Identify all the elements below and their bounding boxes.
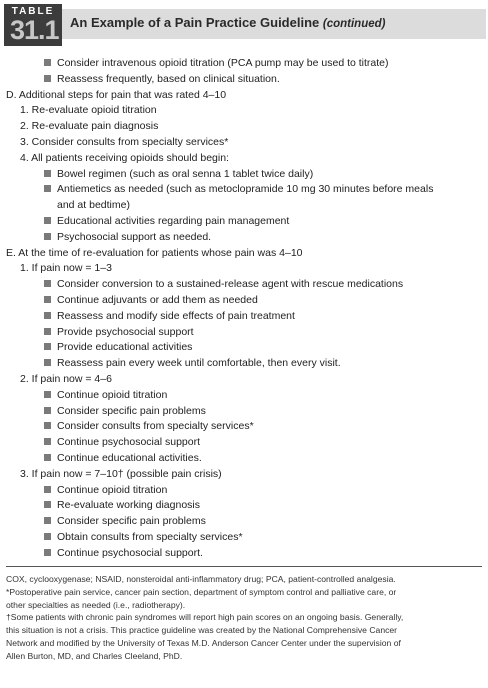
list-item: [44, 294, 258, 307]
line-text: Re-evaluate working diagnosis: [57, 499, 200, 512]
line-text: 1. Re-evaluate opioid titration: [20, 104, 157, 117]
line-text: D. Additional steps for pain that was rated 4–10: [6, 88, 227, 101]
line-text: Consider intravenous opioid titration (PCA pump may be used to titrate): [57, 57, 389, 69]
square-bullet-icon: [44, 359, 51, 366]
square-bullet-icon: [44, 170, 51, 177]
table-title: [70, 15, 385, 30]
line-text: Obtain consults from specialty services*: [57, 531, 243, 543]
list-item: [44, 499, 200, 512]
line-text: Consider specific pain problems: [57, 515, 206, 528]
square-bullet-icon: [44, 501, 51, 508]
line-text: 1. If pain now = 1–3: [20, 262, 112, 275]
square-bullet-icon: [44, 185, 51, 192]
line-text: Reassess and modify side effects of pain treatment: [57, 309, 295, 322]
square-bullet-icon: [44, 312, 51, 319]
square-bullet-icon: [44, 549, 51, 556]
table-header: [0, 0, 488, 50]
section-heading: [6, 247, 303, 260]
line-text: Consider specific pain problems: [57, 404, 206, 417]
table-title-text: An Example of a Pain Practice Guideline: [70, 15, 320, 30]
square-bullet-icon: [44, 217, 51, 224]
footnote-line: this situation is not a crisis. This practice guideline was created by the National Comprehensive Cancer: [6, 625, 398, 636]
line-text: and at bedtime): [57, 199, 130, 212]
square-bullet-icon: [44, 59, 51, 66]
line-text: Reassess pain every week until comfortable, then every visit.: [57, 357, 341, 370]
table-number: 31.1: [10, 15, 59, 45]
square-bullet-icon: [44, 328, 51, 335]
line-text: Continue psychosocial support: [57, 436, 201, 449]
list-item: [44, 357, 341, 370]
list-item: [44, 452, 202, 465]
line-text: Educational activities regarding pain management: [57, 215, 290, 227]
square-bullet-icon: [44, 533, 51, 540]
line-text: Bowel regimen (such as oral senna 1 tablet twice daily): [57, 167, 314, 180]
numbered-item: [20, 468, 222, 481]
line-text: Antiemetics as needed (such as metoclopramide 10 mg 30 minutes before meals: [57, 183, 434, 196]
square-bullet-icon: [44, 517, 51, 524]
list-item: [44, 531, 243, 544]
section-heading: [6, 89, 226, 102]
footnote-line: COX, cyclooxygenase; NSAID, nonsteroidal anti-inflammatory drug; PCA, patient-controlled analgesia.: [6, 574, 396, 584]
list-item: [44, 436, 200, 449]
list-item: [44, 215, 289, 228]
numbered-item: [20, 152, 229, 165]
list-item-continued: [57, 199, 130, 212]
line-text: 2. If pain now = 4–6: [20, 373, 112, 385]
line-text: E. At the time of re-evaluation for patients whose pain was 4–10: [6, 246, 303, 259]
square-bullet-icon: [44, 75, 51, 82]
line-text: Continue educational activities.: [57, 452, 202, 464]
square-bullet-icon: [44, 438, 51, 445]
line-text: Psychosocial support as needed.: [57, 230, 212, 243]
list-item: [44, 547, 203, 560]
numbered-item: [20, 120, 158, 133]
line-text: Continue psychosocial support.: [57, 546, 203, 559]
line-text: Continue opioid titration: [57, 388, 168, 401]
list-item: [44, 168, 313, 181]
square-bullet-icon: [44, 233, 51, 240]
list-item: [44, 231, 211, 244]
square-bullet-icon: [44, 391, 51, 398]
footnote-line: †Some patients with chronic pain syndromes will report high pain scores on an ongoing basis. Generally,: [6, 612, 404, 623]
list-item: [44, 57, 389, 70]
list-item: [44, 484, 167, 497]
numbered-item: [20, 136, 228, 149]
table-title-suffix: (continued): [322, 18, 386, 30]
numbered-item: [20, 104, 157, 117]
line-text: 3. Consider consults from specialty services*: [20, 136, 229, 148]
list-item: [44, 310, 295, 323]
table-label: TABLE: [11, 6, 55, 17]
footnote-line: *Postoperative pain service, cancer pain section, department of symptom control and palliative care, or: [6, 586, 397, 597]
line-text: Continue opioid titration: [57, 483, 168, 496]
list-item: [44, 515, 206, 528]
numbered-item: [20, 373, 112, 386]
list-item: [44, 183, 433, 196]
line-text: 2. Re-evaluate pain diagnosis: [20, 120, 159, 133]
list-item: [44, 420, 254, 433]
list-item: [44, 341, 192, 354]
line-text: 4. All patients receiving opioids should begin:: [20, 151, 229, 164]
square-bullet-icon: [44, 422, 51, 429]
square-bullet-icon: [44, 296, 51, 303]
list-item: [44, 73, 280, 86]
line-text: Reassess frequently, based on clinical situation.: [57, 72, 280, 85]
line-text: Consider consults from specialty services*: [57, 420, 254, 433]
footnote-line: other specialties as needed (i.e., radiotherapy).: [6, 599, 186, 610]
footnote-line: Network and modified by the University of Texas M.D. Anderson Cancer Center under the supervision of: [6, 638, 401, 648]
line-text: Provide educational activities: [57, 341, 193, 354]
square-bullet-icon: [44, 407, 51, 414]
list-item: [44, 389, 167, 402]
square-bullet-icon: [44, 343, 51, 350]
numbered-item: [20, 262, 112, 275]
line-text: Consider conversion to a sustained-release agent with rescue medications: [57, 278, 404, 291]
footnote-line: Allen Burton, MD, and Charles Cleeland, PhD.: [6, 650, 183, 661]
list-item: [44, 405, 206, 418]
list-item: [44, 326, 194, 339]
line-text: Provide psychosocial support: [57, 325, 194, 338]
square-bullet-icon: [44, 486, 51, 493]
line-text: Continue adjuvants or add them as needed: [57, 294, 258, 306]
list-item: [44, 278, 403, 291]
square-bullet-icon: [44, 454, 51, 461]
line-text: 3. If pain now = 7–10† (possible pain crisis): [20, 467, 222, 480]
square-bullet-icon: [44, 280, 51, 287]
footnote-divider: [6, 566, 482, 567]
